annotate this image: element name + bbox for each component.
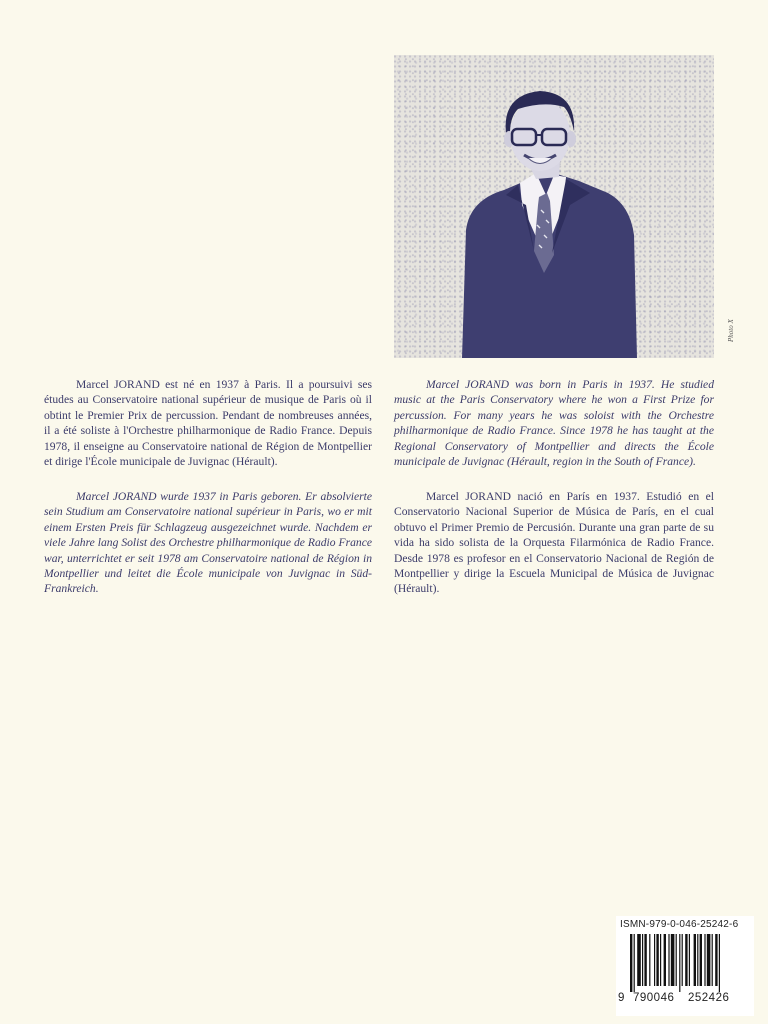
barcode-label: [616, 916, 754, 1016]
barcode-stripe: [668, 934, 669, 986]
barcode-stripe: [634, 934, 635, 992]
barcode-digit-group-2: 252426: [688, 992, 730, 1004]
barcode-stripe: [704, 934, 705, 986]
barcode-digit-group-1: 790046: [633, 992, 675, 1004]
bio-spanish-text: Marcel JORAND nació en París en 1937. Estudió en el Conservatorio Nacional Superior de Música de París, en el cual obtuvo el Primer Premio de Percusión. Durante una gran parte de su vida ha sido solista de la Orquesta Filarmónica de Radio France. Desde 1978 es profesor en el Conservatorio Nacional de Región de Montpellier y dirige la Escuela Municipal de Música de Juvignac (Hérault).: [394, 490, 714, 596]
barcode-stripe: [664, 934, 666, 986]
barcode-stripe: [719, 934, 720, 992]
portrait-figure: [394, 55, 714, 358]
ismn-number: ISMN-979-0-046-25242-6: [620, 919, 739, 930]
bio-french: [44, 377, 372, 469]
bio-german: [44, 489, 372, 597]
barcode-stripe: [671, 934, 675, 986]
barcode-stripe: [700, 934, 702, 986]
barcode-stripe: [644, 934, 646, 986]
bio-french-text: Marcel JORAND est né en 1937 à Paris. Il a poursuivi ses études au Conservatoire national supérieur de musique de Paris où il obtint le Premier Prix de percussion. Pendant de nombreuses années, il a été soliste à l'Orchestre philharmonique de Radio France. Depuis 1978, il enseigne au Conservatoire national de Région de Montpellier et dirige l'École municipale de Juvignac (Hérault).: [44, 378, 372, 469]
barcode-stripe: [654, 934, 655, 986]
barcode-stripe: [679, 934, 680, 992]
barcode-stripe: [656, 934, 658, 986]
barcode-stripe: [637, 934, 641, 986]
barcode-stripe: [676, 934, 677, 986]
bio-english: [394, 377, 714, 469]
barcode-stripe: [649, 934, 650, 986]
barcode-stripe: [707, 934, 711, 986]
bio-spanish: [394, 489, 714, 597]
barcode-stripe: [715, 934, 717, 986]
barcode-stripe: [660, 934, 661, 986]
author-photo: [394, 55, 714, 358]
barcode-bars: [616, 934, 754, 992]
photo-credit: Photo X: [727, 319, 735, 342]
barcode-stripe: [685, 934, 687, 986]
barcode-stripe: [642, 934, 643, 986]
bio-german-text: Marcel JORAND wurde 1937 in Paris geboren. Er absolvierte sein Studium am Conservatoire national supérieur in Paris, wo er mit einem Ersten Preis für Schlagzeug ausgezeichnet wurde. Nachdem er viele Jahre lang Solist des Orchestre philharmonique de Radio France war, unterrichtet er seit 1978 am Conservatoire national de Région in Montpellier und leitet die École municipale von Juvignac in Süd-Frankreich.: [44, 490, 372, 596]
barcode-stripe: [682, 934, 683, 986]
barcode-stripe: [689, 934, 690, 986]
barcode-stripe: [712, 934, 713, 986]
bio-english-text: Marcel JORAND was born in Paris in 1937. He studied music at the Paris Conservatory where he won a First Prize for percussion. For many years he was soloist with the Orchestre philharmonique de Radio France. Since 1978 he has taught at the Regional Conservatory of Montpellier and directs the École municipale de Juvignac (Hérault, region in the South of France).: [394, 378, 714, 469]
barcode-stripe: [697, 934, 698, 986]
barcode-digit-lead: 9: [618, 992, 625, 1004]
barcode-stripe: [630, 934, 632, 992]
barcode-stripe: [694, 934, 696, 986]
